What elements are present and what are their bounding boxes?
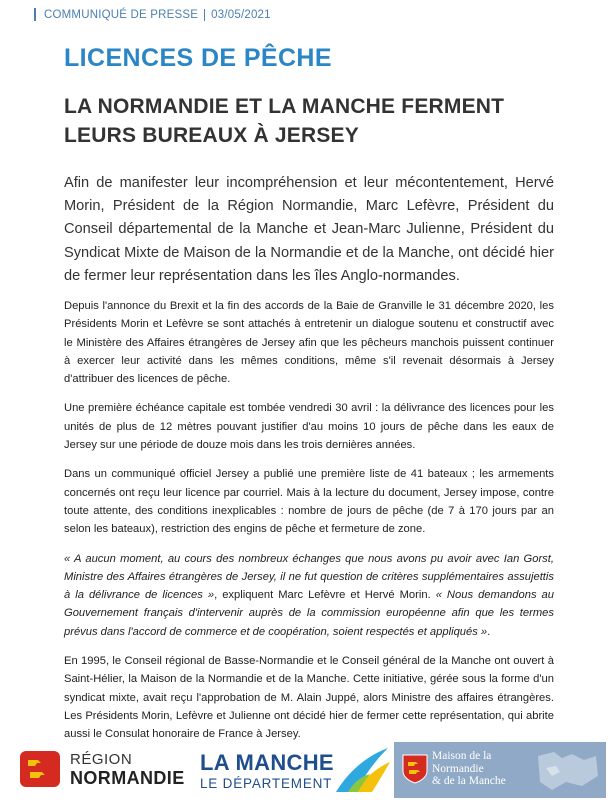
quote-gouvernement: « Nous demandons au Gouvernement français d'intervenir auprès de la commission européenne afin que les termes prévus dans l'accord de commerce et de coopération, soient respectés et appliqués » <box>64 589 554 638</box>
page-title: LICENCES DE PÊCHE <box>64 44 332 72</box>
paragraph-brexit: Depuis l'annonce du Brexit et la fin des accords de la Baie de Granville le 31 décembre 2020, les Présidents Morin et Lefèvre se sont attachés à entretenir un dialogue soutenu et constructif avec le Ministère des Affaires étrangères de Jersey afin que les pêcheurs manchois puissent continuer à exercer leur activité dans les mêmes conditions, même s'il revenait désormais à Jersey d'attribuer des licences de pêche. <box>64 300 554 386</box>
article-body <box>64 297 554 755</box>
paragraph-quotes <box>64 550 554 641</box>
sail-icon <box>332 746 392 796</box>
quote-end: . <box>487 625 491 638</box>
header-category: COMMUNIQUÉ DE PRESSE <box>44 8 199 21</box>
paragraph-1995: En 1995, le Conseil régional de Basse-Normandie et le Conseil général de la Manche ont ouvert à Saint-Hélier, la Maison de la Normandie et de la Manche. Cette initiative, gérée sous la forme d'un syndicat mixte, avait reçu l'approbation de M. Alain Juppé, alors Ministre des affaires étrangères. Les Présidents Morin, Lefèvre et Julienne ont décidé hier de fermer cette représentation, qui abrite aussi le Consulat honoraire de France à Jersey. <box>64 655 554 741</box>
maison-line3: & de la Manche <box>432 775 506 787</box>
lions-shield-icon <box>18 747 62 791</box>
manche-title: LA MANCHE <box>200 750 334 775</box>
maison-normandie-logo <box>394 742 606 798</box>
la-manche-logo <box>200 746 390 796</box>
header-separator <box>204 9 205 21</box>
press-header <box>34 8 271 21</box>
page-subtitle: LA NORMANDIE ET LA MANCHE FERMENT LEURS BUREAUX À JERSEY <box>64 95 505 147</box>
region-text <box>70 751 185 787</box>
quote-attribution: , expliquent Marc Lefèvre et Hervé Morin. <box>214 589 436 602</box>
map-silhouette-icon <box>532 746 602 796</box>
region-label: RÉGION <box>70 751 133 768</box>
normandie-label: NORMANDIE <box>70 768 185 788</box>
region-normandie-logo <box>18 746 185 792</box>
manche-subtitle: LE DÉPARTEMENT <box>200 776 333 791</box>
maison-line2: Normandie <box>432 762 484 775</box>
header-bar <box>34 8 36 21</box>
lead-paragraph: Afin de manifester leur incompréhension et leur mécontentement, Hervé Morin, Président de la Région Normandie, Marc Lefèvre, Président du Conseil départemental de la Manche et Jean-Marc Julienne, Président du Syndicat Mixte de Maison de la Normandie et de la Manche, ont décidé hier de fermer leur représentation dans les îles Anglo-normandes. <box>64 175 554 284</box>
header-date: 03/05/2021 <box>211 8 271 21</box>
paragraph-echeance: Une première échéance capitale est tombée vendredi 30 avril : la délivrance des licences pour les unités de plus de 12 mètres pouvant justifier d'au moins 10 jours de pêche dans les eaux de Jersey sur une période de douze mois dans les trois dernières années. <box>64 402 554 452</box>
quote-gorst: « A aucun moment, au cours des nombreux échanges que nous avons pu avoir avec Ian Gorst, Ministre des Affaires étrangères de Jersey, il ne fut question de critères supplémentaires assujettis à la délivrance de licences » <box>64 552 554 602</box>
paragraph-communique: Dans un communiqué officiel Jersey a publié une première liste de 41 bateaux ; les armements concernés ont reçu leur licence par courriel. Mais à la lecture du document, Jersey impose, contre toute attente, des conditions inexplicables : nombre de jours de pêche (de 7 à 170 jours par an selon les bateaux), restriction des engins de pêche et fermeture de zone. <box>64 468 554 536</box>
lions-crest-icon <box>402 754 428 784</box>
maison-line1: Maison de la <box>432 750 492 762</box>
maison-text <box>432 750 506 788</box>
logo-strip <box>0 736 616 800</box>
